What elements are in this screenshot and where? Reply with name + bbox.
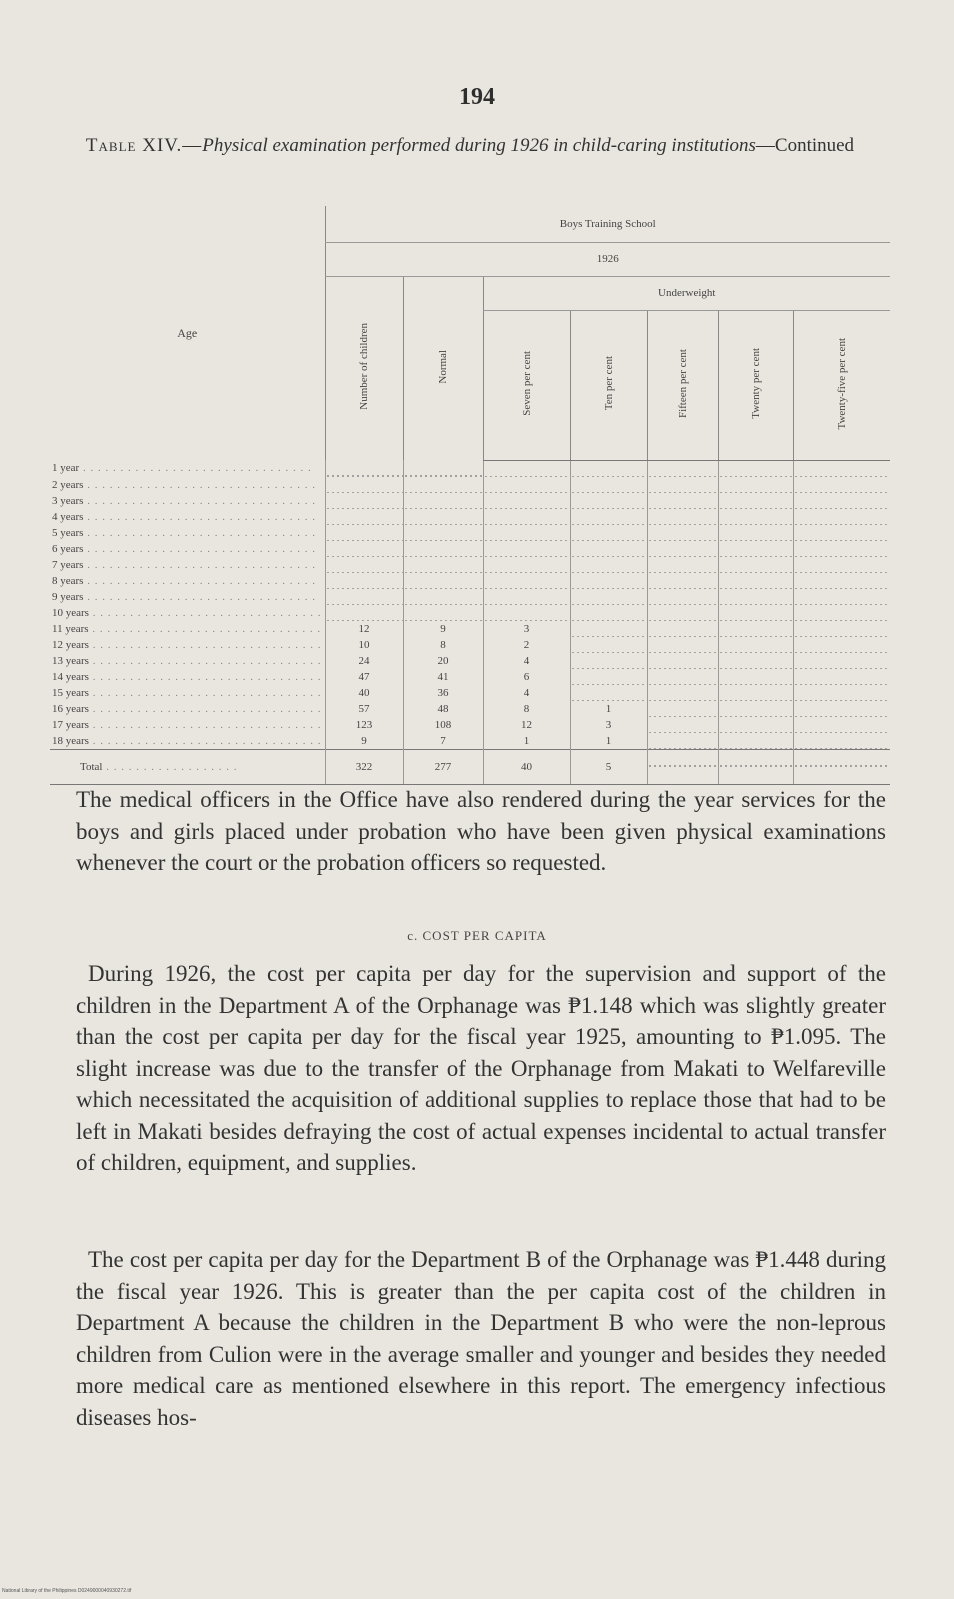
cell-seven: 4	[483, 685, 570, 701]
cell-twenty	[718, 460, 793, 477]
table-row: 16 years . . . . . . . . . . . . . . . . . . . . . . . . . . . . . . . 57 48 8 1	[50, 701, 890, 717]
cell-fifteen	[647, 669, 718, 685]
col-header-twenty: Twenty per cent	[718, 310, 793, 460]
age-label: 15 years	[52, 686, 89, 699]
year-header: 1926	[325, 242, 890, 276]
cell-number	[325, 477, 403, 493]
cell-normal: 36	[403, 685, 483, 701]
cell-twenty	[718, 637, 793, 653]
cell-twenty-five	[793, 557, 890, 573]
table-row: 13 years . . . . . . . . . . . . . . . . . . . . . . . . . . . . . . . 24 20 4	[50, 653, 890, 669]
table-row: 11 years . . . . . . . . . . . . . . . . . . . . . . . . . . . . . . . 12 9 3	[50, 621, 890, 637]
cell-ten: 1	[570, 733, 647, 750]
cell-seven: 12	[483, 717, 570, 733]
cell-ten	[570, 637, 647, 653]
age-label: 6 years	[52, 542, 84, 555]
total-fifteen	[647, 749, 718, 784]
cell-number	[325, 541, 403, 557]
cell-twenty	[718, 493, 793, 509]
cell-number	[325, 525, 403, 541]
cell-twenty	[718, 733, 793, 750]
caption-suffix: —Continued	[755, 135, 855, 156]
cell-seven: 2	[483, 637, 570, 653]
cell-seven	[483, 493, 570, 509]
cell-twenty-five	[793, 509, 890, 525]
cell-fifteen	[647, 621, 718, 637]
cell-number	[325, 557, 403, 573]
age-label: 16 years	[52, 702, 89, 715]
table-row: 4 years . . . . . . . . . . . . . . . . . . . . . . . . . . . . . . .	[50, 509, 890, 525]
total-ten: 5	[570, 749, 647, 784]
cell-fifteen	[647, 685, 718, 701]
cell-fifteen	[647, 460, 718, 477]
cell-seven	[483, 557, 570, 573]
table-row: 8 years . . . . . . . . . . . . . . . . . . . . . . . . . . . . . . .	[50, 573, 890, 589]
cell-number: 24	[325, 653, 403, 669]
cell-seven: 1	[483, 733, 570, 750]
cell-twenty-five	[793, 460, 890, 477]
total-twenty	[718, 749, 793, 784]
cell-fifteen	[647, 605, 718, 621]
cell-ten	[570, 621, 647, 637]
age-label: 11 years	[52, 622, 89, 635]
age-label: 14 years	[52, 670, 89, 683]
paragraph-cost-dept-a: During 1926, the cost per capita per day for the supervision and support of the children in the Department A of the Orphanage was ₱1.148 which was slightly greater than the cost per capita per day for the fiscal year 1925, amounting to ₱1.095. The slight increase was due to the transfer of the Orphanage from Makati to Welfareville which necessitated the acquisition of additional supplies to replace those that had to be left in Makati besides defraying the cost of actual expenses incidental to actual transfer of children, equipment, and supplies.	[76, 961, 886, 1175]
cell-twenty-five	[793, 717, 890, 733]
cell-seven	[483, 525, 570, 541]
total-normal: 277	[403, 749, 483, 784]
cell-twenty-five	[793, 589, 890, 605]
table-row: 14 years . . . . . . . . . . . . . . . . . . . . . . . . . . . . . . . 47 41 6	[50, 669, 890, 685]
cell-fifteen	[647, 525, 718, 541]
age-label: 7 years	[52, 558, 84, 571]
cell-fifteen	[647, 701, 718, 717]
cell-ten	[570, 573, 647, 589]
cell-normal	[403, 477, 483, 493]
cell-normal	[403, 493, 483, 509]
cell-ten: 3	[570, 717, 647, 733]
age-label: 18 years	[52, 734, 89, 747]
cell-seven	[483, 477, 570, 493]
table-body	[50, 460, 890, 749]
stats-table-wrapper	[50, 206, 890, 784]
cell-twenty-five	[793, 653, 890, 669]
group-header: Boys Training School	[325, 206, 890, 242]
cell-number: 47	[325, 669, 403, 685]
paragraph-probation: The medical officers in the Office have also rendered during the year services for the boys and girls placed under probation who have been given physical examinations whenever the court or the probation officers so requested.	[76, 787, 886, 875]
cell-twenty	[718, 509, 793, 525]
cell-normal: 20	[403, 653, 483, 669]
cell-twenty	[718, 541, 793, 557]
cell-ten	[570, 509, 647, 525]
cell-number	[325, 493, 403, 509]
table-row: 1 year . . . . . . . . . . . . . . . . . . . . . . . . . . . . . . .	[50, 460, 890, 477]
cell-normal: 108	[403, 717, 483, 733]
age-label: 3 years	[52, 494, 84, 507]
table-row: 7 years . . . . . . . . . . . . . . . . . . . . . . . . . . . . . . .	[50, 557, 890, 573]
cell-normal: 48	[403, 701, 483, 717]
cell-seven	[483, 605, 570, 621]
cell-twenty	[718, 701, 793, 717]
cell-ten	[570, 525, 647, 541]
cell-seven: 4	[483, 653, 570, 669]
cell-ten	[570, 685, 647, 701]
table-row: 10 years . . . . . . . . . . . . . . . . . . . . . . . . . . . . . . .	[50, 605, 890, 621]
cell-ten	[570, 669, 647, 685]
table-row: 5 years . . . . . . . . . . . . . . . . . . . . . . . . . . . . . . .	[50, 525, 890, 541]
age-label: 17 years	[52, 718, 89, 731]
cell-twenty	[718, 605, 793, 621]
cell-number: 12	[325, 621, 403, 637]
cell-twenty	[718, 653, 793, 669]
cell-ten	[570, 557, 647, 573]
cell-number: 9	[325, 733, 403, 750]
col-header-normal: Normal	[403, 276, 483, 460]
col-header-fifteen: Fifteen per cent	[647, 310, 718, 460]
cell-seven: 6	[483, 669, 570, 685]
age-header: Age	[177, 325, 198, 340]
cell-twenty-five	[793, 493, 890, 509]
scan-footer: National Library of the Philippines D0249000040930272.tif	[2, 1588, 132, 1594]
age-label: 12 years	[52, 638, 89, 651]
cell-twenty	[718, 525, 793, 541]
cell-normal	[403, 509, 483, 525]
caption-title: Physical examination performed during 1926 in child-caring institutions	[202, 135, 756, 156]
col-header-seven: Seven per cent	[483, 310, 570, 460]
total-row: Total . . . . . . . . . . . . . . . . . . 322 277 40 5	[50, 749, 890, 784]
table-row: 3 years . . . . . . . . . . . . . . . . . . . . . . . . . . . . . . .	[50, 493, 890, 509]
cell-number: 57	[325, 701, 403, 717]
stats-table	[50, 206, 890, 785]
cell-ten	[570, 477, 647, 493]
cell-twenty	[718, 589, 793, 605]
cell-fifteen	[647, 509, 718, 525]
cell-number	[325, 573, 403, 589]
age-label: 5 years	[52, 526, 84, 539]
cell-normal: 41	[403, 669, 483, 685]
table-row: 2 years . . . . . . . . . . . . . . . . . . . . . . . . . . . . . . .	[50, 477, 890, 493]
table-row: 9 years . . . . . . . . . . . . . . . . . . . . . . . . . . . . . . .	[50, 589, 890, 605]
cell-fifteen	[647, 637, 718, 653]
total-label: Total	[80, 760, 103, 773]
cell-twenty	[718, 685, 793, 701]
cell-normal	[403, 460, 483, 477]
cell-twenty	[718, 557, 793, 573]
cell-seven: 8	[483, 701, 570, 717]
age-label: 8 years	[52, 574, 84, 587]
page-number: 194	[459, 84, 495, 110]
cell-twenty	[718, 717, 793, 733]
cell-seven	[483, 460, 570, 477]
cell-seven: 3	[483, 621, 570, 637]
cell-number: 10	[325, 637, 403, 653]
cell-number: 40	[325, 685, 403, 701]
cell-normal	[403, 525, 483, 541]
total-twenty-five	[793, 749, 890, 784]
cell-number	[325, 460, 403, 477]
cell-number	[325, 605, 403, 621]
cell-twenty-five	[793, 669, 890, 685]
cell-normal	[403, 605, 483, 621]
table-row: 17 years . . . . . . . . . . . . . . . . . . . . . . . . . . . . . . . 123 108 12 3	[50, 717, 890, 733]
cell-ten	[570, 460, 647, 477]
table-row: 12 years . . . . . . . . . . . . . . . . . . . . . . . . . . . . . . . 10 8 2	[50, 637, 890, 653]
cell-ten: 1	[570, 701, 647, 717]
cell-fifteen	[647, 653, 718, 669]
cell-normal	[403, 557, 483, 573]
cell-fifteen	[647, 557, 718, 573]
cell-fifteen	[647, 573, 718, 589]
col-header-twenty-five: Twenty-five per cent	[793, 310, 890, 460]
table-row: 6 years . . . . . . . . . . . . . . . . . . . . . . . . . . . . . . .	[50, 541, 890, 557]
total-seven: 40	[483, 749, 570, 784]
underweight-header: Underweight	[483, 276, 890, 310]
age-label: 9 years	[52, 590, 84, 603]
cell-normal	[403, 573, 483, 589]
col-header-ten: Ten per cent	[570, 310, 647, 460]
age-label: 2 years	[52, 478, 84, 491]
cell-number	[325, 589, 403, 605]
cell-ten	[570, 589, 647, 605]
cell-twenty-five	[793, 733, 890, 750]
cell-twenty-five	[793, 541, 890, 557]
age-label: 4 years	[52, 510, 84, 523]
cell-ten	[570, 605, 647, 621]
paragraph-cost-dept-b: The cost per capita per day for the Department B of the Orphanage was ₱1.448 during the fiscal year 1926. This is greater than the per capita cost of the children in Department A because the children in the Department B who were the non-leprous children from Culion were in the average smaller and younger and besides they needed more medical care as mentioned elsewhere in this report. The emergency infectious diseases hos-	[76, 1247, 886, 1430]
cell-twenty	[718, 621, 793, 637]
cell-twenty-five	[793, 477, 890, 493]
cell-fifteen	[647, 589, 718, 605]
cell-twenty-five	[793, 637, 890, 653]
cell-normal	[403, 589, 483, 605]
table-caption	[50, 134, 890, 158]
cell-normal: 9	[403, 621, 483, 637]
cell-fifteen	[647, 733, 718, 750]
cell-fifteen	[647, 477, 718, 493]
cell-twenty-five	[793, 573, 890, 589]
cell-ten	[570, 493, 647, 509]
cell-seven	[483, 589, 570, 605]
age-label: 10 years	[52, 606, 89, 619]
cell-ten	[570, 541, 647, 557]
cell-normal	[403, 541, 483, 557]
cell-twenty-five	[793, 605, 890, 621]
cell-number	[325, 509, 403, 525]
cell-fifteen	[647, 541, 718, 557]
cell-twenty	[718, 573, 793, 589]
col-header-number: Number of children	[325, 276, 403, 460]
cell-twenty-five	[793, 685, 890, 701]
cell-fifteen	[647, 493, 718, 509]
cell-seven	[483, 541, 570, 557]
cell-seven	[483, 509, 570, 525]
cell-number: 123	[325, 717, 403, 733]
cell-normal: 7	[403, 733, 483, 750]
cell-twenty	[718, 477, 793, 493]
section-heading: c. COST PER CAPITA	[407, 928, 547, 943]
cell-twenty	[718, 669, 793, 685]
cell-normal: 8	[403, 637, 483, 653]
total-number: 322	[325, 749, 403, 784]
age-label: 1 year	[52, 462, 80, 475]
table-row: 15 years . . . . . . . . . . . . . . . . . . . . . . . . . . . . . . . 40 36 4	[50, 685, 890, 701]
cell-ten	[570, 653, 647, 669]
cell-twenty-five	[793, 701, 890, 717]
table-row: 18 years . . . . . . . . . . . . . . . . . . . . . . . . . . . . . . . 9 7 1 1	[50, 733, 890, 750]
age-label: 13 years	[52, 654, 89, 667]
cell-fifteen	[647, 717, 718, 733]
cell-twenty-five	[793, 621, 890, 637]
cell-seven	[483, 573, 570, 589]
cell-twenty-five	[793, 525, 890, 541]
caption-lead: Table XIV.—	[85, 135, 203, 156]
